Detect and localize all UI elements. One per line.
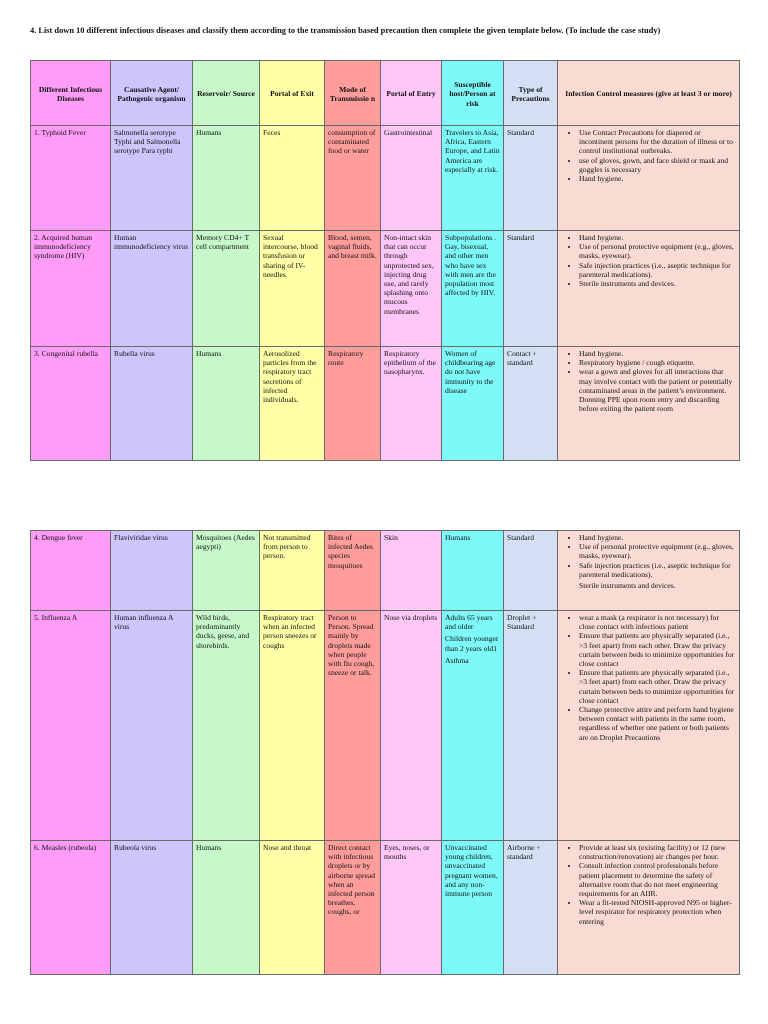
measures-cell <box>558 841 740 975</box>
list-item: • Consult infection control professionals before patient placement to determine the safety of alternative room that do not meet engineering requirements for an AIIR. <box>579 861 736 898</box>
exit-cell: Respiratory tract when an infected person sneezes or coughs <box>260 611 325 841</box>
measures-cell <box>558 531 740 611</box>
measures-note: Sterile instruments and devices. <box>579 581 676 591</box>
exit-cell: Nose and throat <box>260 841 325 975</box>
disease-cell: 4. Dengue fever <box>31 531 111 611</box>
agent-cell: Salmonella serotype Typhi and Salmonella serotype Para typhi <box>111 126 193 231</box>
measures-cell <box>558 126 740 231</box>
exit-cell: Feces <box>260 126 325 231</box>
reservoir-cell: Memory CD4+ T cell compartment <box>193 231 260 347</box>
list-item: • Provide at least six (existing facility) or 12 (new construction/renovation) air changes per hour. <box>579 843 736 861</box>
disease-cell: 3. Congenital rubella <box>31 347 111 461</box>
reservoir-cell: Wild birds, predominantly ducks, geese, and shorebirds. <box>193 611 260 841</box>
entry-cell: Respiratory epithelium of the nasopharynx. <box>381 347 442 461</box>
precaution-cell: Standard <box>504 531 558 611</box>
header-host: Susceptible host/Person at risk <box>442 61 504 126</box>
disease-cell: 1. Typhoid Fever <box>31 126 111 231</box>
header-measures: Infection Control measures (give at least 3 or more) <box>558 61 740 126</box>
host-cell: Women of childbearing age do not have immunity to the disease <box>442 347 504 461</box>
list-item: • Wear a fit-tested NIOSH-approved N95 or higher-level respirator for respiratory protection when entering <box>579 898 736 926</box>
measures-cell <box>558 347 740 461</box>
table-row <box>31 841 740 975</box>
measures-cell <box>558 611 740 841</box>
list-item: • Safe injection practices (i.e., aseptic technique for parenteral medications). <box>579 561 736 579</box>
agent-cell: Human influenza A virus <box>111 611 193 841</box>
entry-cell: Eyes, noses, or mouths <box>381 841 442 975</box>
list-item: • wear a mask (a respirator is not necessary) for close contact with infectious patient <box>579 613 736 631</box>
list-item: • Hand hygiene. <box>579 174 736 183</box>
table-row <box>31 347 740 461</box>
disease-cell: 5. Influenza A <box>31 611 111 841</box>
mode-cell: Direct contact with infectious droplets or by airborne spread when an infected person breathes, coughs, or <box>325 841 381 975</box>
header-agent: Causative Agent/ Pathogenic organism <box>111 61 193 126</box>
list-item: • Ensure that patients are physically separated (i.e., >3 feet apart) from each other. Draw the privacy curtain between beds to minimize opportunities for close contact <box>579 668 736 705</box>
agent-cell: Rubeola virus <box>111 841 193 975</box>
list-item: • Sterile instruments and devices. <box>579 279 736 288</box>
list-item: • Safe injection practices (i.e., aseptic technique for parenteral medications). <box>579 261 736 279</box>
reservoir-cell: Humans <box>193 126 260 231</box>
mode-cell: Blood, semen, vaginal fluids, and breast milk. <box>325 231 381 347</box>
exit-cell: Aerosolized particles from the respiratory tract secretions of infected individuals. <box>260 347 325 461</box>
mode-cell: Respiratory route <box>325 347 381 461</box>
header-disease: Different Infectious Diseases <box>31 61 111 126</box>
exit-cell: Not transmitted from person to person. <box>260 531 325 611</box>
host-line: Adults 65 years and older <box>445 613 493 632</box>
agent-cell: Flaviviridae virus <box>111 531 193 611</box>
mode-cell: Bites of infected Aedes species mosquitoes <box>325 531 381 611</box>
table-row <box>31 231 740 347</box>
list-item: • Use Contact Precautions for diapered or incontinent persons for the duration of illness or to control institutional outbreaks. <box>579 128 736 156</box>
exit-cell: Sexual intercourse, blood transfusion or sharing of IV-needles <box>260 231 325 347</box>
entry-cell: Nose via droplets <box>381 611 442 841</box>
mode-cell: consumption of contaminated food or water <box>325 126 381 231</box>
host-cell: Unvaccinated young children, unvaccinated pregnant women, and any non-immune person <box>442 841 504 975</box>
list-item: • use of gloves, gown, and face shield or mask and goggles is necessary <box>579 156 736 174</box>
list-item: • Change protective attire and perform hand hygiene between contact with patients in the same room, regardless of whether one patient or both patients are on Droplet Precautions <box>579 705 736 742</box>
list-item: • wear a gown and gloves for all interactions that may involve contact with the patient or potentially contaminated areas in the patient’s environment. Donning PPE upon room entry and discarding before exiting the patient room <box>579 367 736 413</box>
list-item: • Use of personal protective equipment (e.g., gloves, masks, eyewear). <box>579 542 736 560</box>
precaution-cell: Contact + standard <box>504 347 558 461</box>
list-item: • Ensure that patients are physically separated (i.e., >3 feet apart) from each other. Draw the privacy curtain between beds to minimize opportunities for close contact <box>579 631 736 668</box>
precaution-table-2 <box>30 530 740 975</box>
header-precaution: Type of Precautions <box>504 61 558 126</box>
list-item: • Hand hygiene. <box>579 349 736 358</box>
entry-cell: Non-intact skin that can occur through unprotected sex, injecting drug use, and rarely splashing onto mucous membranes <box>381 231 442 347</box>
precaution-cell: Standard <box>504 126 558 231</box>
precaution-cell: Standard <box>504 231 558 347</box>
agent-cell: Rubella virus <box>111 347 193 461</box>
list-item: • Hand hygiene. <box>579 533 736 542</box>
disease-cell: 2. Acquired human immunodeficiency syndrome (HIV) <box>31 231 111 347</box>
precaution-cell: Droplet + Standard <box>504 611 558 841</box>
entry-cell: Gastrointestinal <box>381 126 442 231</box>
host-cell: Travelers to Asia, Africa, Eastern Europe, and Latin America are especially at risk. <box>442 126 504 231</box>
entry-cell: Skin <box>381 531 442 611</box>
header-exit: Portal of Exit <box>260 61 325 126</box>
reservoir-cell: Humans <box>193 841 260 975</box>
header-row <box>31 61 740 126</box>
host-cell: Subpopulations . Gay, bisexual, and other men who have sex with men are the population most affected by HIV. <box>442 231 504 347</box>
disease-cell: 6. Measles (rubeola) <box>31 841 111 975</box>
list-item: • Use of personal protective equipment (e.g., gloves, masks, eyewear). <box>579 242 736 260</box>
host-cell <box>442 611 504 841</box>
list-item: • Hand hygiene. <box>579 233 736 242</box>
reservoir-cell: Mosquitoes (Aedes aegypti) <box>193 531 260 611</box>
table-row <box>31 126 740 231</box>
measures-cell <box>558 231 740 347</box>
list-item: • Respiratory hygiene / cough etiquette. <box>579 358 736 367</box>
header-entry: Portal of Entry <box>381 61 442 126</box>
agent-cell: Human immunodeficiency virus <box>111 231 193 347</box>
table-row <box>31 531 740 611</box>
table-row <box>31 611 740 841</box>
header-mode: Mode of Transmissio n <box>325 61 381 126</box>
precaution-table-1 <box>30 60 740 461</box>
host-cell: Humans <box>442 531 504 611</box>
reservoir-cell: Humans <box>193 347 260 461</box>
instruction-text: 4. List down 10 different infectious diseases and classify them according to the transmission based precaution then complete the given template below. (To include the case study) <box>30 26 661 35</box>
precaution-cell: Airborne + standard <box>504 841 558 975</box>
host-line: Children younger than 2 years old1 <box>445 634 499 653</box>
host-line: Asthma <box>445 655 469 665</box>
mode-cell: Person to Person. Spread mainly by droplets made when people with flu cough, sneeze or talk. <box>325 611 381 841</box>
header-reservoir: Reservoir/ Source <box>193 61 260 126</box>
